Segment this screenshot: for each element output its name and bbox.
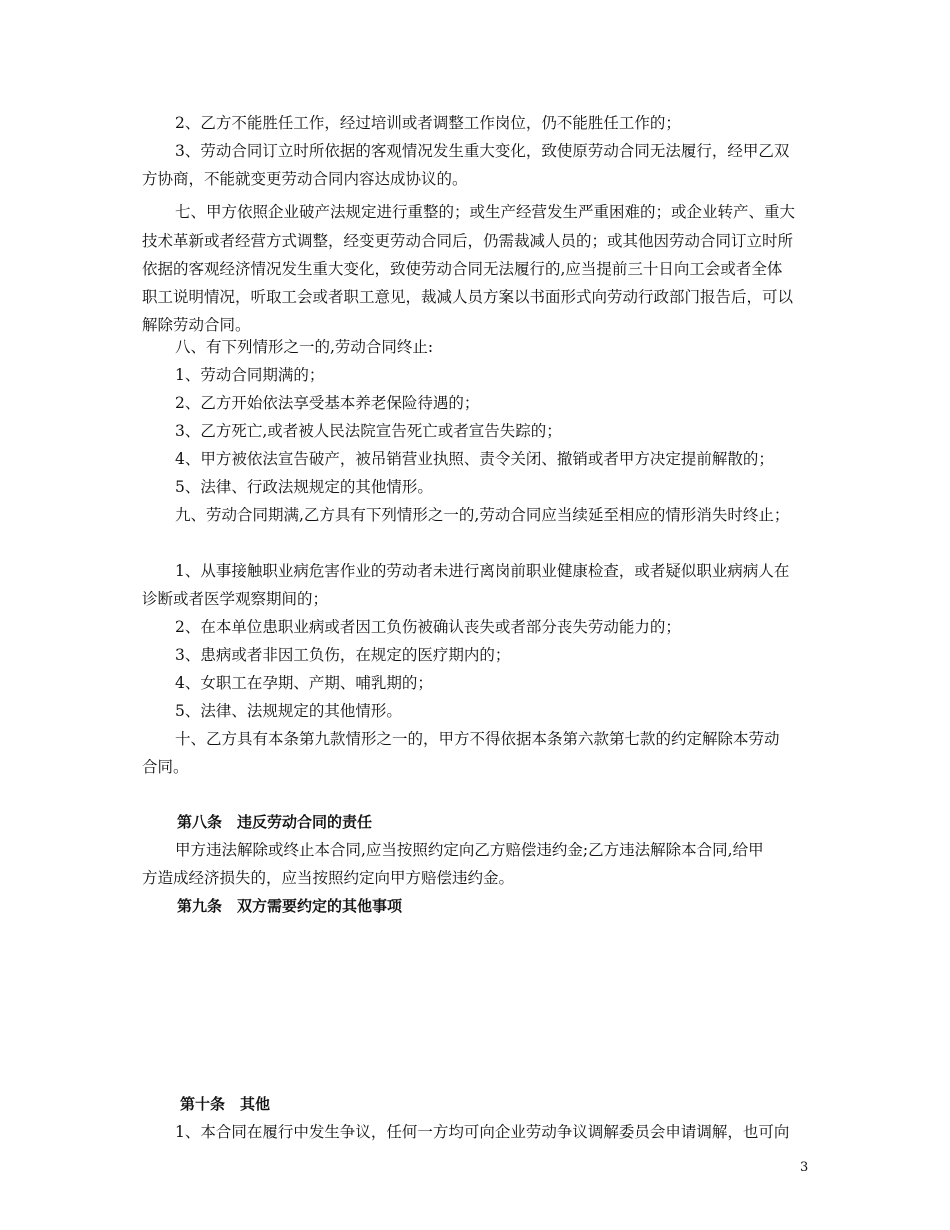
article-8-line: 甲方违法解除或终止本合同,应当按照约定向乙方赔偿违约金;乙方违法解除本合同,给甲 bbox=[175, 841, 764, 859]
clause-line: 九、劳动合同期满,乙方具有下列情形之一的,劳动合同应当续延至相应的情形消失时终止； bbox=[175, 506, 790, 524]
clause-line: 2、乙方开始依法享受基本养老保险待遇的； bbox=[175, 394, 480, 412]
article-8-line: 方造成经济损失的，应当按照约定向甲方赔偿违约金。 bbox=[142, 869, 515, 887]
clause-line: 1、从事接触职业病危害作业的劳动者未进行离岗前职业健康检查，或者疑似职业病病人在 bbox=[175, 562, 790, 580]
clause-line: 职工说明情况，听取工会或者职工意见，裁减人员方案以书面形式向劳动行政部门报告后，可以 bbox=[142, 288, 794, 306]
clause-line: 依据的客观经济情况发生重大变化，致使劳动合同无法履行的,应当提前三十日向工会或者全体 bbox=[142, 260, 783, 278]
clause-line: 七、甲方依照企业破产法规定进行重整的；或生产经营发生严重困难的；或企业转产、重大 bbox=[175, 203, 796, 221]
clause-line: 1、劳动合同期满的； bbox=[175, 366, 325, 384]
clause-line: 3、劳动合同订立时所依据的客观情况发生重大变化，致使原劳动合同无法履行，经甲乙双 bbox=[175, 142, 790, 160]
page-number: 3 bbox=[800, 1160, 809, 1175]
clause-line: 5、法律、法规规定的其他情形。 bbox=[175, 702, 402, 720]
clause-line: 2、乙方不能胜任工作，经过培训或者调整工作岗位，仍不能胜任工作的； bbox=[175, 114, 681, 132]
clause-line: 2、在本单位患职业病或者因工负伤被确认丧失或者部分丧失劳动能力的； bbox=[175, 618, 681, 636]
clause-line: 方协商，不能就变更劳动合同内容达成协议的。 bbox=[142, 170, 468, 188]
article-8-heading: 第八条 违反劳动合同的责任 bbox=[177, 813, 373, 831]
clause-line: 4、甲方被依法宣告破产，被吊销营业执照、责令关闭、撤销或者甲方决定提前解散的； bbox=[175, 450, 774, 468]
clause-line: 技术革新或者经营方式调整，经变更劳动合同后，仍需裁减人员的；或其他因劳动合同订立时所 bbox=[142, 232, 794, 250]
clause-line: 4、女职工在孕期、产期、哺乳期的； bbox=[175, 674, 433, 692]
clause-line: 3、患病或者非因工负伤，在规定的医疗期内的； bbox=[175, 646, 511, 664]
clause-line: 诊断或者医学观察期间的； bbox=[142, 590, 329, 608]
clause-line: 十、乙方具有本条第九款情形之一的，甲方不得依据本条第六款第七款的约定解除本劳动 bbox=[175, 730, 780, 748]
clause-line: 八、有下列情形之一的,劳动合同终止: bbox=[175, 338, 434, 356]
clause-line: 解除劳动合同。 bbox=[142, 316, 251, 334]
article-9-heading: 第九条 双方需要约定的其他事项 bbox=[177, 897, 403, 915]
clause-line: 5、法律、行政法规规定的其他情形。 bbox=[175, 478, 433, 496]
clause-line: 3、乙方死亡,或者被人民法院宣告死亡或者宣告失踪的； bbox=[175, 422, 562, 440]
article-10-heading: 第十条 其他 bbox=[180, 1095, 271, 1113]
clause-line: 合同。 bbox=[142, 758, 189, 776]
article-10-line: 1、本合同在履行中发生争议，任何一方均可向企业劳动争议调解委员会申请调解，也可向 bbox=[175, 1123, 790, 1141]
